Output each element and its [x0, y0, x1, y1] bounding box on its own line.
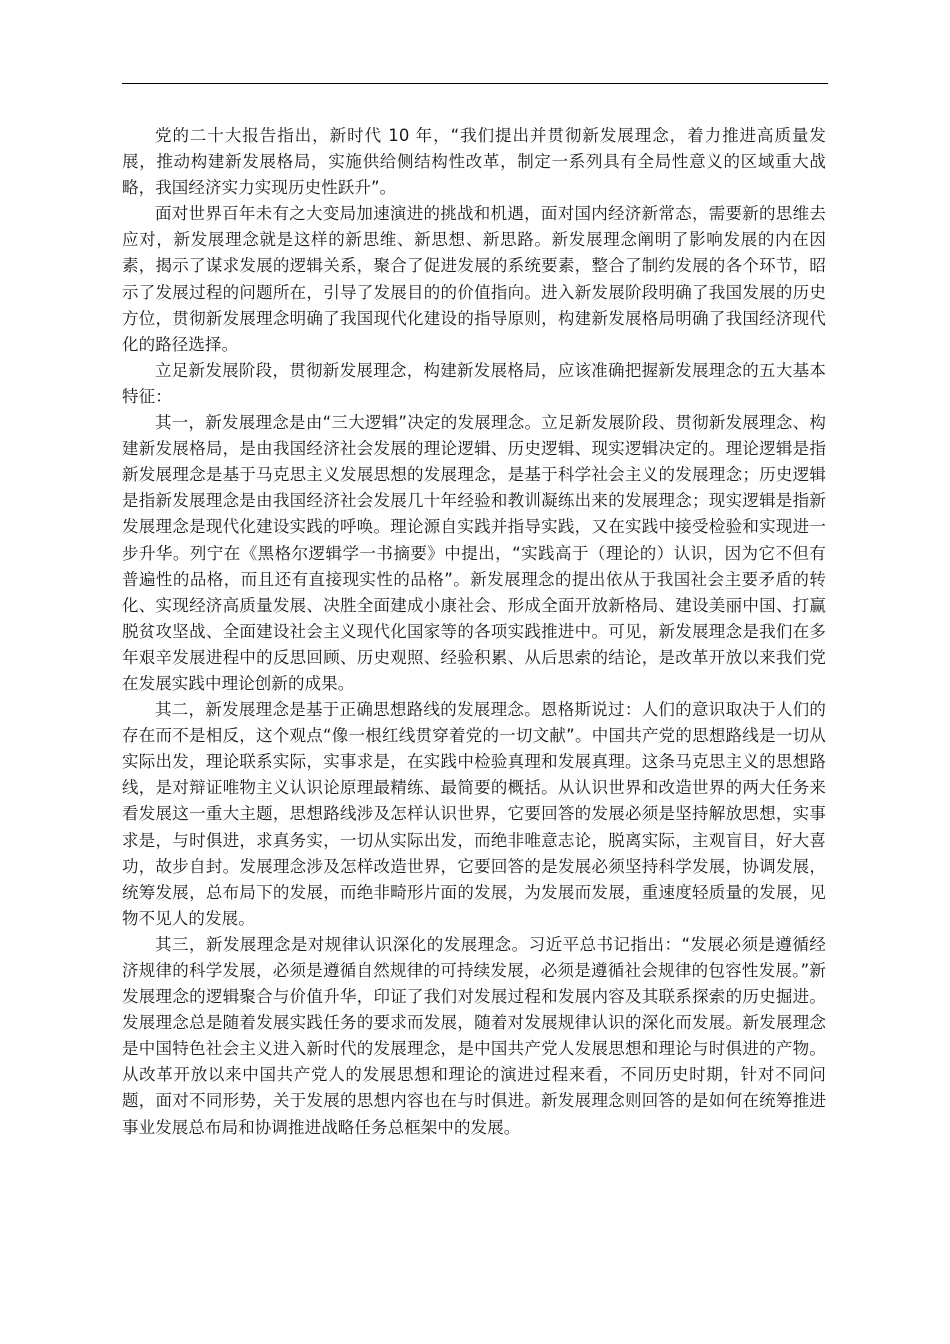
paragraph-context: 面对世界百年未有之大变局加速演进的挑战和机遇，面对国内经济新常态，需要新的思维去应对，新发展理念就是这样的新思维、新思想、新思路。新发展理念阐明了影响发展的内在因素，揭示了谋求发展的逻辑关系，聚合了促进发展的系统要素，整合了制约发展的各个环节，昭示了发展过程的问题所在，引导了发展目的的价值指向。进入新发展阶段明确了我国发展的历史方位，贯彻新发展理念明确了我国现代化建设的指导原则，构建新发展格局明确了我国经济现代化的路径选择。 — [122, 204, 826, 354]
paragraph-feature-one: 其一，新发展理念是由“三大逻辑”决定的发展理念。立足新发展阶段、贯彻新发展理念、构建新发展格局，是由我国经济社会发展的理论逻辑、历史逻辑、现实逻辑决定的。理论逻辑是指新发展理念是基于马克思主义发展思想的发展理念，是基于科学社会主义的发展理念；历史逻辑是指新发展理念是由我国经济社会发展几十年经验和教训凝练出来的发展理念；现实逻辑是指新发展理念是现代化建设实践的呼唤。理论源自实践并指导实践，又在实践中接受检验和实现进一步升华。列宁在《黑格尔逻辑学一书摘要》中提出，“实践高于（理论的）认识，因为它不但有普遍性的品格，而且还有直接现实性的品格”。新发展理念的提出依从于我国社会主要矛盾的转化、实现经济高质量发展、决胜全面建成小康社会、形成全面开放新格局、建设美丽中国、打赢脱贫攻坚战、全面建设社会主义现代化国家等的各项实践推进中。可见，新发展理念是我们在多年艰辛发展进程中的反思回顾、历史观照、经验积累、从后思索的结论，是改革开放以来我们党在发展实践中理论创新的成果。 — [122, 413, 826, 693]
paragraph-feature-two: 其二，新发展理念是基于正确思想路线的发展理念。恩格斯说过：人们的意识取决于人们的存在而不是相反，这个观点“像一根红线贯穿着党的一切文献”。中国共产党的思想路线是一切从实际出发，理论联系实际，实事求是，在实践中检验真理和发展真理。这条马克思主义的思想路线，是对辩证唯物主义认识论原理最精练、最简要的概括。从认识世界和改造世界的两大任务来看发展这一重大主题，思想路线涉及怎样认识世界，它要回答的发展必须是坚持解放思想，实事求是，与时俱进，求真务实，一切从实际出发，而绝非唯意志论，脱离实际，主观盲目，好大喜功，故步自封。发展理念涉及怎样改造世界，它要回答的是发展必须坚持科学发展，协调发展，统筹发展，总布局下的发展，而绝非畸形片面的发展，为发展而发展，重速度轻质量的发展，见物不见人的发展。 — [122, 700, 826, 928]
paragraph-features-lead: 立足新发展阶段，贯彻新发展理念，构建新发展格局，应该准确把握新发展理念的五大基本特征： — [122, 360, 826, 406]
paragraph-intro: 党的二十大报告指出，新时代 10 年，“我们提出并贯彻新发展理念，着力推进高质量发展，推动构建新发展格局，实施供给侧结构性改革，制定一系列具有全局性意义的区域重大战略，我国经济实力实现历史性跃升”。 — [122, 126, 826, 198]
paragraph-feature-three: 其三，新发展理念是对规律认识深化的发展理念。习近平总书记指出：“发展必须是遵循经济规律的科学发展，必须是遵循自然规律的可持续发展，必须是遵循社会规律的包容性发展。”新发展理念的逻辑聚合与价值升华，印证了我们对发展过程和发展内容及其联系探索的历史掘进。发展理念总是随着发展实践任务的要求而发展，随着对发展规律认识的深化而发展。新发展理念是中国特色社会主义进入新时代的发展理念，是中国共产党人发展思想和理论与时俱进的产物。从改革开放以来中国共产党人的发展思想和理论的演进过程来看，不同历史时期，针对不同问题，面对不同形势，关于发展的思想内容也在与时俱进。新发展理念则回答的是如何在统筹推进事业发展总布局和协调推进战略任务总框架中的发展。 — [122, 934, 826, 1137]
header-rule — [122, 83, 828, 84]
document-body — [122, 123, 826, 1141]
